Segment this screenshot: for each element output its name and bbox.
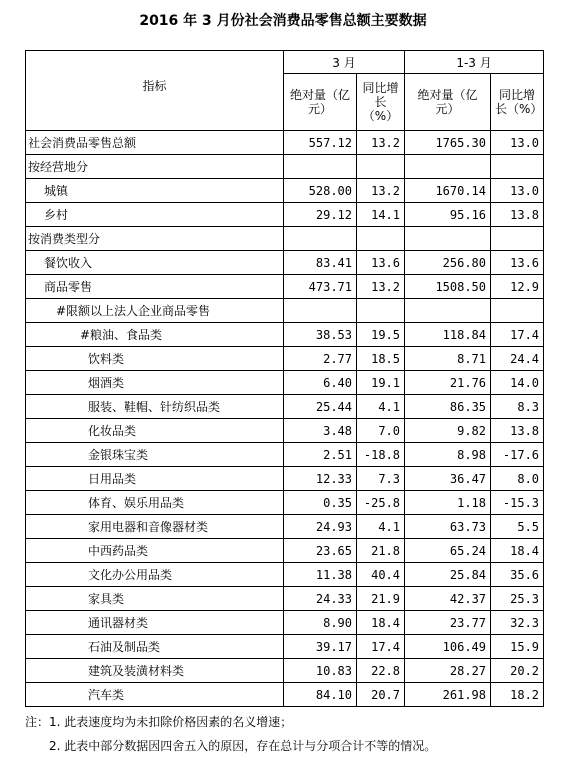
ytd-absolute: 1.18 xyxy=(405,491,491,515)
ytd-yoy: 15.9 xyxy=(491,635,544,659)
march-absolute: 12.33 xyxy=(284,467,357,491)
table-title: 2016 年 3 月份社会消费品零售总额主要数据 xyxy=(139,13,427,29)
table-row xyxy=(26,539,544,563)
march-absolute: 84.10 xyxy=(284,683,357,707)
table-row xyxy=(26,395,544,419)
march-yoy: 14.1 xyxy=(357,203,405,227)
table-row xyxy=(26,251,544,275)
ytd-absolute xyxy=(405,299,491,323)
march-yoy: 22.8 xyxy=(357,659,405,683)
ytd-yoy: 12.9 xyxy=(491,275,544,299)
row-label: 餐饮收入 xyxy=(26,251,284,275)
march-absolute: 6.40 xyxy=(284,371,357,395)
march-absolute: 557.12 xyxy=(284,131,357,155)
row-label: #粮油、食品类 xyxy=(26,323,284,347)
ytd-absolute: 28.27 xyxy=(405,659,491,683)
ytd-yoy: -15.3 xyxy=(491,491,544,515)
march-absolute: 29.12 xyxy=(284,203,357,227)
march-absolute: 39.17 xyxy=(284,635,357,659)
table-row xyxy=(26,683,544,707)
header-jan-mar: 1-3 月 xyxy=(405,51,544,74)
march-absolute: 473.71 xyxy=(284,275,357,299)
ytd-absolute: 106.49 xyxy=(405,635,491,659)
ytd-absolute: 63.73 xyxy=(405,515,491,539)
ytd-yoy: 14.0 xyxy=(491,371,544,395)
header-abs-1: 绝对量（亿元） xyxy=(284,74,357,131)
march-yoy: 21.9 xyxy=(357,587,405,611)
march-yoy: 13.6 xyxy=(357,251,405,275)
row-label: 体育、娱乐用品类 xyxy=(26,491,284,515)
ytd-absolute: 8.71 xyxy=(405,347,491,371)
retail-sales-table xyxy=(25,50,544,707)
row-label: 金银珠宝类 xyxy=(26,443,284,467)
ytd-absolute: 95.16 xyxy=(405,203,491,227)
march-yoy: 7.3 xyxy=(357,467,405,491)
ytd-absolute: 65.24 xyxy=(405,539,491,563)
row-label: 化妆品类 xyxy=(26,419,284,443)
march-absolute: 10.83 xyxy=(284,659,357,683)
row-label: 烟酒类 xyxy=(26,371,284,395)
table-row xyxy=(26,587,544,611)
row-label: 商品零售 xyxy=(26,275,284,299)
ytd-yoy: 20.2 xyxy=(491,659,544,683)
table-row xyxy=(26,659,544,683)
march-yoy: 4.1 xyxy=(357,395,405,419)
ytd-yoy: 8.0 xyxy=(491,467,544,491)
row-label: 中西药品类 xyxy=(26,539,284,563)
ytd-absolute xyxy=(405,155,491,179)
ytd-yoy: 35.6 xyxy=(491,563,544,587)
table-row xyxy=(26,419,544,443)
table-row xyxy=(26,179,544,203)
march-absolute: 23.65 xyxy=(284,539,357,563)
march-yoy: 19.5 xyxy=(357,323,405,347)
ytd-absolute: 25.84 xyxy=(405,563,491,587)
row-label: 建筑及装潢材料类 xyxy=(26,659,284,683)
march-absolute: 11.38 xyxy=(284,563,357,587)
row-label: 家具类 xyxy=(26,587,284,611)
march-yoy: -25.8 xyxy=(357,491,405,515)
row-label: 石油及制品类 xyxy=(26,635,284,659)
row-label: 社会消费品零售总额 xyxy=(26,131,284,155)
ytd-yoy: 13.0 xyxy=(491,131,544,155)
table-row xyxy=(26,371,544,395)
row-label: 按经营地分 xyxy=(26,155,284,179)
ytd-yoy xyxy=(491,299,544,323)
ytd-absolute: 42.37 xyxy=(405,587,491,611)
march-yoy: 18.5 xyxy=(357,347,405,371)
notes xyxy=(25,710,555,758)
march-yoy: 13.2 xyxy=(357,131,405,155)
march-yoy: 13.2 xyxy=(357,275,405,299)
table-row xyxy=(26,347,544,371)
march-yoy: 21.8 xyxy=(357,539,405,563)
march-yoy: 40.4 xyxy=(357,563,405,587)
march-absolute: 2.51 xyxy=(284,443,357,467)
table-row xyxy=(26,515,544,539)
ytd-yoy: 8.3 xyxy=(491,395,544,419)
march-yoy: 13.2 xyxy=(357,179,405,203)
march-yoy: 20.7 xyxy=(357,683,405,707)
row-label: 汽车类 xyxy=(26,683,284,707)
ytd-absolute: 86.35 xyxy=(405,395,491,419)
row-label: 城镇 xyxy=(26,179,284,203)
ytd-absolute: 1670.14 xyxy=(405,179,491,203)
table-body xyxy=(26,131,544,707)
ytd-yoy: 13.6 xyxy=(491,251,544,275)
row-label: 通讯器材类 xyxy=(26,611,284,635)
ytd-absolute: 9.82 xyxy=(405,419,491,443)
march-absolute: 3.48 xyxy=(284,419,357,443)
march-absolute: 38.53 xyxy=(284,323,357,347)
table-row xyxy=(26,227,544,251)
march-absolute: 2.77 xyxy=(284,347,357,371)
ytd-yoy: -17.6 xyxy=(491,443,544,467)
march-absolute xyxy=(284,155,357,179)
ytd-absolute: 118.84 xyxy=(405,323,491,347)
ytd-yoy: 13.8 xyxy=(491,419,544,443)
table-row xyxy=(26,203,544,227)
ytd-yoy: 32.3 xyxy=(491,611,544,635)
ytd-yoy xyxy=(491,155,544,179)
ytd-absolute: 1765.30 xyxy=(405,131,491,155)
ytd-absolute xyxy=(405,227,491,251)
ytd-absolute: 1508.50 xyxy=(405,275,491,299)
ytd-absolute: 21.76 xyxy=(405,371,491,395)
march-yoy: 17.4 xyxy=(357,635,405,659)
march-absolute: 83.41 xyxy=(284,251,357,275)
ytd-absolute: 256.80 xyxy=(405,251,491,275)
ytd-yoy: 18.4 xyxy=(491,539,544,563)
ytd-yoy: 25.3 xyxy=(491,587,544,611)
header-indicator: 指标 xyxy=(26,51,284,131)
row-label: #限额以上法人企业商品零售 xyxy=(26,299,284,323)
ytd-absolute: 8.98 xyxy=(405,443,491,467)
header-march: 3 月 xyxy=(284,51,405,74)
ytd-yoy: 18.2 xyxy=(491,683,544,707)
header-abs-2: 绝对量（亿元） xyxy=(405,74,491,131)
table-row xyxy=(26,563,544,587)
march-absolute: 24.33 xyxy=(284,587,357,611)
march-yoy: 19.1 xyxy=(357,371,405,395)
march-yoy xyxy=(357,155,405,179)
row-label: 乡村 xyxy=(26,203,284,227)
note-2: 2. 此表中部分数据因四舍五入的原因，存在总计与分项合计不等的情况。 xyxy=(49,739,437,753)
table-row xyxy=(26,323,544,347)
table-row xyxy=(26,275,544,299)
table-row xyxy=(26,611,544,635)
table-row xyxy=(26,635,544,659)
march-yoy: -18.8 xyxy=(357,443,405,467)
ytd-absolute: 36.47 xyxy=(405,467,491,491)
row-label: 文化办公用品类 xyxy=(26,563,284,587)
march-absolute: 528.00 xyxy=(284,179,357,203)
row-label: 按消费类型分 xyxy=(26,227,284,251)
march-yoy: 18.4 xyxy=(357,611,405,635)
table-row xyxy=(26,299,544,323)
march-yoy: 7.0 xyxy=(357,419,405,443)
march-absolute: 0.35 xyxy=(284,491,357,515)
ytd-yoy: 13.8 xyxy=(491,203,544,227)
ytd-yoy: 5.5 xyxy=(491,515,544,539)
march-yoy: 4.1 xyxy=(357,515,405,539)
table-row xyxy=(26,155,544,179)
header-yoy-2: 同比增长（%） xyxy=(491,74,544,131)
table-row xyxy=(26,467,544,491)
ytd-yoy: 24.4 xyxy=(491,347,544,371)
row-label: 家用电器和音像器材类 xyxy=(26,515,284,539)
march-yoy xyxy=(357,299,405,323)
march-absolute: 25.44 xyxy=(284,395,357,419)
ytd-yoy: 17.4 xyxy=(491,323,544,347)
table-row xyxy=(26,131,544,155)
ytd-yoy: 13.0 xyxy=(491,179,544,203)
table-row xyxy=(26,443,544,467)
row-label: 日用品类 xyxy=(26,467,284,491)
ytd-absolute: 261.98 xyxy=(405,683,491,707)
march-absolute xyxy=(284,227,357,251)
march-absolute xyxy=(284,299,357,323)
row-label: 服装、鞋帽、针纺织品类 xyxy=(26,395,284,419)
ytd-yoy xyxy=(491,227,544,251)
ytd-absolute: 23.77 xyxy=(405,611,491,635)
note-1: 注：1. 此表速度均为未扣除价格因素的名义增速； xyxy=(25,715,293,729)
march-absolute: 8.90 xyxy=(284,611,357,635)
march-absolute: 24.93 xyxy=(284,515,357,539)
table-row xyxy=(26,491,544,515)
row-label: 饮料类 xyxy=(26,347,284,371)
march-yoy xyxy=(357,227,405,251)
header-yoy-1: 同比增长（%） xyxy=(357,74,405,131)
